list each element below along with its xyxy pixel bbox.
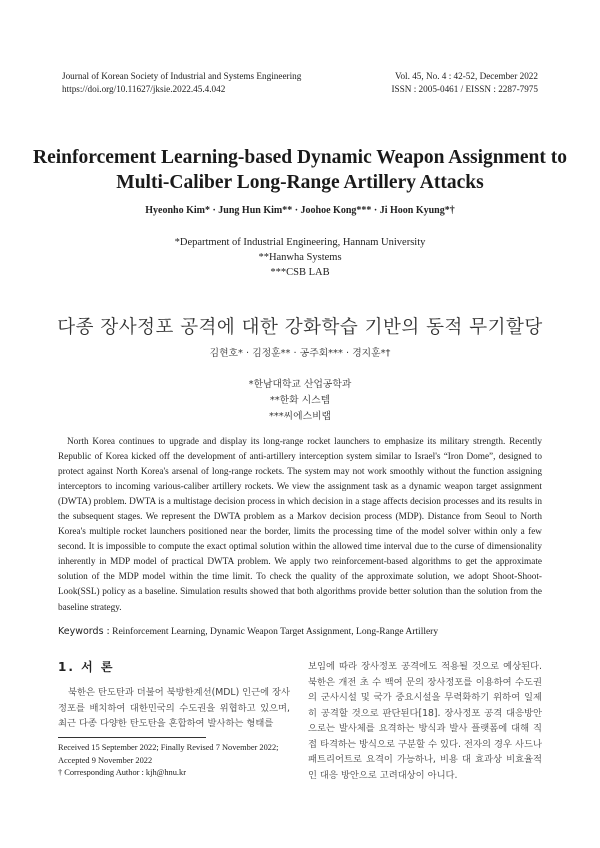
- affiliations-english: [0, 235, 600, 280]
- paper-title: [30, 145, 570, 195]
- affiliation-ko-2: **한화 시스템: [269, 395, 331, 406]
- issn: ISSN : 2005-0461 / EISSN : 2287-7975: [391, 84, 538, 94]
- affiliation-ko-1: *한남대학교 산업공학과: [248, 379, 352, 390]
- volume-issue: Vol. 45, No. 4 : 42-52, December 2022: [395, 71, 538, 81]
- intro-right-column: 보임에 따라 장사정포 공격에도 적용될 것으로 예상된다. 북한은 개전 초 수 백여 문의 장사정포를 이용하여 수도권의 군사시설 및 국가 중요시설을 무력화하기 위하여 일제히 공격할 것으로 판단된다[18]. 장사정포 공격 대응방안으로는 발사체를 요격하는 방식과 발사 플랫폼에 대해 직접 타격하는 방식으로 구분할 수 있다. 전자의 경우 사드나 패트리어트로 요격이 가능하나, 비용 대 효과상 비효율적인 대응 방안으로 고려대상이 아니다.: [308, 661, 542, 781]
- title-line-2: Multi-Caliber Long-Range Artillery Attacks: [116, 172, 484, 193]
- title-line-1: Reinforcement Learning-based Dynamic Weapon Assignment to: [33, 147, 567, 168]
- affiliations-korean: [0, 377, 600, 425]
- journal-name: Journal of Korean Society of Industrial and Systems Engineering: [62, 71, 302, 81]
- intro-left-column: 북한은 탄도탄과 더불어 북방한계선(MDL) 인근에 장사정포를 배치하여 대한민국의 수도권을 위협하고 있으며, 최근 다종 다양한 탄도탄을 혼합하여 발사하는 형태를: [58, 687, 291, 729]
- keywords-text: Reinforcement Learning, Dynamic Weapon Target Assignment, Long-Range Artillery: [112, 627, 439, 637]
- title-korean: 다종 장사정포 공격에 대한 강화학습 기반의 동적 무기할당: [57, 317, 543, 338]
- affiliation-1: *Department of Industrial Engineering, Hannam University: [174, 237, 426, 248]
- volume-info: [392, 70, 539, 96]
- received-date: Received 15 September 2022; Finally Revised 7 November 2022;: [58, 743, 279, 752]
- keywords: [58, 626, 542, 637]
- authors-english: Hyeonho Kim* · Jung Hun Kim** · Joohoe Kong*** · Ji Hoon Kyung*†: [145, 205, 455, 216]
- footnotes: [58, 742, 298, 780]
- section-heading: 1. 서 론: [58, 660, 115, 674]
- abstract: North Korea continues to upgrade and display its long-range rocket launchers to emphasize its military strength. Recently Republic of Korea kicked off the development of anti-artillery interception system similar to Israel's “Iron Dome”, designed to protect against North Korea's arsenal of long-range rockets. The system may not work smoothly without the function assigning interceptors to incoming various-caliber artillery rockets. We view the assignment task as a dynamic weapon target assignment (DWTA) problem. DWTA is a multistage decision process in which decision in a stage affects decision processes and its results in the subsequent stages. We represent the DWTA problem as a Markov decision process (MDP). Distance from Seoul to North Korea's multiple rocket launchers positioned near the border, limits the processing time of the model solver within only a few second. It is impossible to compute the exact optimal solution within the allowed time interval due to the curse of dimensionality inherently in MDP model of practical DWTA problem. We apply two reinforcement-based algorithms to get the approximate solution of the MDP model within the time limit. To check the quality of the approximate solution, we adopt Shoot-Shoot-Look(SSL) policy as a baseline. Simulation results showed that both algorithms provide better solution than the solution from the baseline strategy.: [58, 437, 542, 613]
- doi-link[interactable]: https://doi.org/10.11627/jksie.2022.45.4.042: [62, 84, 226, 94]
- footnote-divider: [58, 737, 206, 738]
- affiliation-3: ***CSB LAB: [270, 267, 330, 278]
- accepted-date: Accepted 9 November 2022: [58, 755, 153, 765]
- corresponding-author: † Corresponding Author : kjh@hnu.kr: [58, 768, 186, 777]
- journal-info: [62, 70, 301, 96]
- affiliation-ko-3: ***씨에스비랩: [268, 411, 331, 422]
- authors-korean: 김현호* · 김정훈** · 공주회*** · 경지훈*†: [209, 348, 391, 359]
- keywords-label: Keywords :: [58, 626, 110, 637]
- affiliation-2: **Hanwha Systems: [258, 252, 342, 263]
